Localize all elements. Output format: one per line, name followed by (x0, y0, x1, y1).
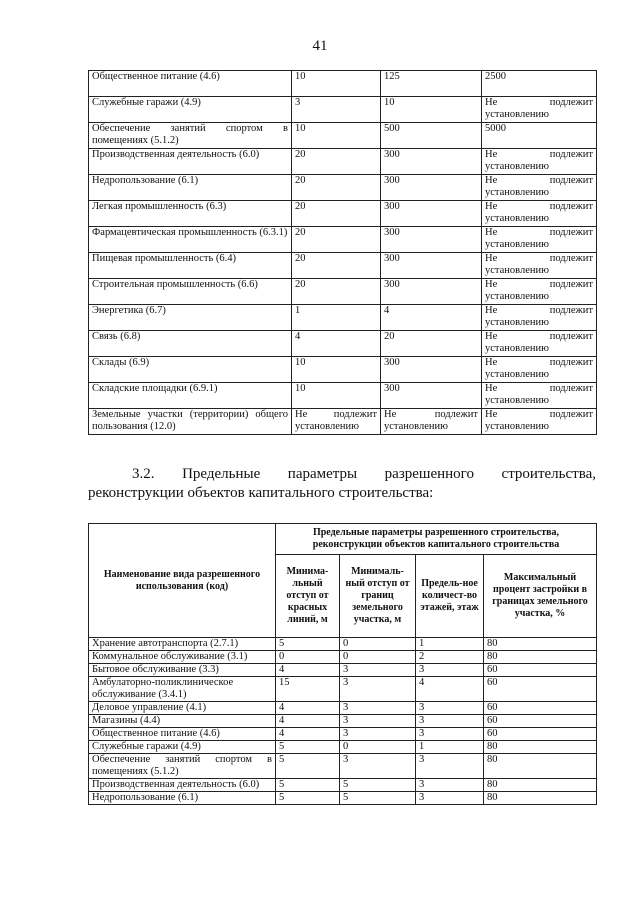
use-type-cell: Связь (6.8) (89, 331, 292, 357)
use-type-cell: Бытовое обслуживание (3.3) (89, 664, 276, 677)
value-cell: 300 (381, 357, 482, 383)
value-cell: 80 (484, 638, 597, 651)
value-cell: 20 (292, 279, 381, 305)
value-cell: 80 (484, 792, 597, 805)
value-cell: 5 (276, 792, 340, 805)
value-cell: 1 (292, 305, 381, 331)
value-cell: 4 (381, 305, 482, 331)
table-row (89, 728, 597, 741)
value-cell: 300 (381, 201, 482, 227)
construction-params-table-body (89, 638, 597, 805)
table-row (89, 638, 597, 651)
table-row (89, 279, 597, 305)
header-max-coverage: Максимальный процент застройки в границах земельного участка, % (484, 555, 597, 638)
use-type-cell: Амбулаторно-поликлиническое обслуживание (3.4.1) (89, 677, 276, 702)
value-cell: 125 (381, 71, 482, 97)
value-cell: 3 (340, 715, 416, 728)
value-cell: 3 (416, 754, 484, 779)
value-cell: 300 (381, 279, 482, 305)
value-cell: 0 (340, 651, 416, 664)
value-cell: Не подлежит установлению (482, 97, 597, 123)
value-cell: 300 (381, 253, 482, 279)
use-type-cell: Недропользование (6.1) (89, 792, 276, 805)
section-number: 3.2. (132, 466, 155, 482)
value-cell: 20 (292, 175, 381, 201)
value-cell: 3 (416, 715, 484, 728)
use-type-cell: Склады (6.9) (89, 357, 292, 383)
table-row (89, 175, 597, 201)
value-cell: 60 (484, 677, 597, 702)
value-cell: 1 (416, 638, 484, 651)
table-row (89, 792, 597, 805)
land-use-limits-table (88, 70, 597, 435)
value-cell: 60 (484, 664, 597, 677)
table-row (89, 715, 597, 728)
land-use-limits-table-body (89, 71, 597, 435)
section-heading (88, 465, 596, 503)
value-cell: Не подлежит установлению (482, 383, 597, 409)
value-cell: 4 (276, 728, 340, 741)
table-row (89, 123, 597, 149)
value-cell: Не подлежит установлению (482, 201, 597, 227)
table-row (89, 754, 597, 779)
value-cell: 10 (381, 97, 482, 123)
header-plot-boundary-setback: Минималь-ный отступ от границ земельного участка, м (340, 555, 416, 638)
table-row (89, 651, 597, 664)
value-cell: Не подлежит установлению (292, 409, 381, 435)
use-type-cell: Производственная деятельность (6.0) (89, 149, 292, 175)
use-type-cell: Земельные участки (территории) общего пользования (12.0) (89, 409, 292, 435)
use-type-cell: Коммунальное обслуживание (3.1) (89, 651, 276, 664)
value-cell: 3 (416, 728, 484, 741)
section-word: строительства, (501, 466, 596, 482)
table-row (89, 71, 597, 97)
value-cell: Не подлежит установлению (482, 331, 597, 357)
table-row (89, 97, 597, 123)
value-cell: 4 (292, 331, 381, 357)
table-row (89, 741, 597, 754)
use-type-cell: Легкая промышленность (6.3) (89, 201, 292, 227)
value-cell: 5000 (482, 123, 597, 149)
value-cell: 20 (381, 331, 482, 357)
table-row (89, 383, 597, 409)
value-cell: 4 (276, 715, 340, 728)
use-type-cell: Недропользование (6.1) (89, 175, 292, 201)
value-cell: Не подлежит установлению (482, 305, 597, 331)
table-row (89, 664, 597, 677)
value-cell: Не подлежит установлению (482, 253, 597, 279)
value-cell: Не подлежит установлению (482, 409, 597, 435)
value-cell: 10 (292, 383, 381, 409)
value-cell: 20 (292, 227, 381, 253)
value-cell: 3 (416, 664, 484, 677)
value-cell: 20 (292, 149, 381, 175)
value-cell: 3 (340, 677, 416, 702)
use-type-cell: Общественное питание (4.6) (89, 728, 276, 741)
value-cell: Не подлежит установлению (482, 227, 597, 253)
value-cell: 10 (292, 71, 381, 97)
header-use-type: Наименование вида разрешенного использования (код) (89, 524, 276, 638)
value-cell: 3 (340, 664, 416, 677)
value-cell: 5 (276, 779, 340, 792)
value-cell: 20 (292, 201, 381, 227)
page-number: 41 (312, 38, 328, 54)
table-row (89, 677, 597, 702)
table-row (89, 779, 597, 792)
use-type-cell: Строительная промышленность (6.6) (89, 279, 292, 305)
use-type-cell: Энергетика (6.7) (89, 305, 292, 331)
value-cell: 5 (276, 754, 340, 779)
construction-params-table (88, 523, 597, 805)
table-row (89, 253, 597, 279)
value-cell: 5 (340, 792, 416, 805)
value-cell: 2500 (482, 71, 597, 97)
value-cell: 20 (292, 253, 381, 279)
use-type-cell: Хранение автотранспорта (2.7.1) (89, 638, 276, 651)
value-cell: 300 (381, 175, 482, 201)
value-cell: 3 (416, 702, 484, 715)
value-cell: 80 (484, 741, 597, 754)
table-row (89, 357, 597, 383)
section-word: параметры (287, 466, 358, 482)
value-cell: 4 (416, 677, 484, 702)
use-type-cell: Служебные гаражи (4.9) (89, 97, 292, 123)
section-word: разрешенного (384, 466, 474, 482)
use-type-cell: Деловое управление (4.1) (89, 702, 276, 715)
value-cell: Не подлежит установлению (482, 279, 597, 305)
value-cell: 3 (292, 97, 381, 123)
value-cell: 3 (416, 779, 484, 792)
value-cell: 5 (276, 638, 340, 651)
value-cell: 10 (292, 357, 381, 383)
value-cell: 300 (381, 227, 482, 253)
value-cell: 1 (416, 741, 484, 754)
table-row (89, 702, 597, 715)
table-row (89, 149, 597, 175)
value-cell: 80 (484, 779, 597, 792)
value-cell: 15 (276, 677, 340, 702)
table-row (89, 227, 597, 253)
use-type-cell: Служебные гаражи (4.9) (89, 741, 276, 754)
value-cell: 60 (484, 715, 597, 728)
value-cell: 60 (484, 702, 597, 715)
table-row (89, 305, 597, 331)
use-type-cell: Обеспечение занятий спортом в помещениях (5.1.2) (89, 754, 276, 779)
table-row (89, 201, 597, 227)
section-word: Предельные (182, 466, 261, 482)
use-type-cell: Магазины (4.4) (89, 715, 276, 728)
value-cell: 3 (416, 792, 484, 805)
value-cell: Не подлежит установлению (381, 409, 482, 435)
table-row (89, 409, 597, 435)
value-cell: Не подлежит установлению (482, 357, 597, 383)
value-cell: 3 (340, 702, 416, 715)
use-type-cell: Общественное питание (4.6) (89, 71, 292, 97)
value-cell: Не подлежит установлению (482, 175, 597, 201)
use-type-cell: Складские площадки (6.9.1) (89, 383, 292, 409)
section-heading-line2: реконструкции объектов капитального строительства: (88, 485, 434, 501)
header-params-group: Предельные параметры разрешенного строительства, реконструкции объектов капитального строительства (276, 524, 597, 555)
value-cell: 0 (340, 638, 416, 651)
value-cell: 4 (276, 702, 340, 715)
value-cell: 80 (484, 651, 597, 664)
use-type-cell: Фармацевтическая промышленность (6.3.1) (89, 227, 292, 253)
table-row (89, 331, 597, 357)
value-cell: 300 (381, 383, 482, 409)
value-cell: 4 (276, 664, 340, 677)
value-cell: Не подлежит установлению (482, 149, 597, 175)
value-cell: 500 (381, 123, 482, 149)
use-type-cell: Пищевая промышленность (6.4) (89, 253, 292, 279)
value-cell: 80 (484, 754, 597, 779)
value-cell: 3 (340, 754, 416, 779)
value-cell: 5 (340, 779, 416, 792)
value-cell: 0 (340, 741, 416, 754)
value-cell: 3 (340, 728, 416, 741)
value-cell: 300 (381, 149, 482, 175)
use-type-cell: Производственная деятельность (6.0) (89, 779, 276, 792)
value-cell: 0 (276, 651, 340, 664)
header-red-line-setback: Минима-льный отступ от красных линий, м (276, 555, 340, 638)
value-cell: 10 (292, 123, 381, 149)
value-cell: 2 (416, 651, 484, 664)
header-max-floors: Предель-ное количест-во этажей, этаж (416, 555, 484, 638)
value-cell: 60 (484, 728, 597, 741)
use-type-cell: Обеспечение занятий спортом в помещениях (5.1.2) (89, 123, 292, 149)
value-cell: 5 (276, 741, 340, 754)
